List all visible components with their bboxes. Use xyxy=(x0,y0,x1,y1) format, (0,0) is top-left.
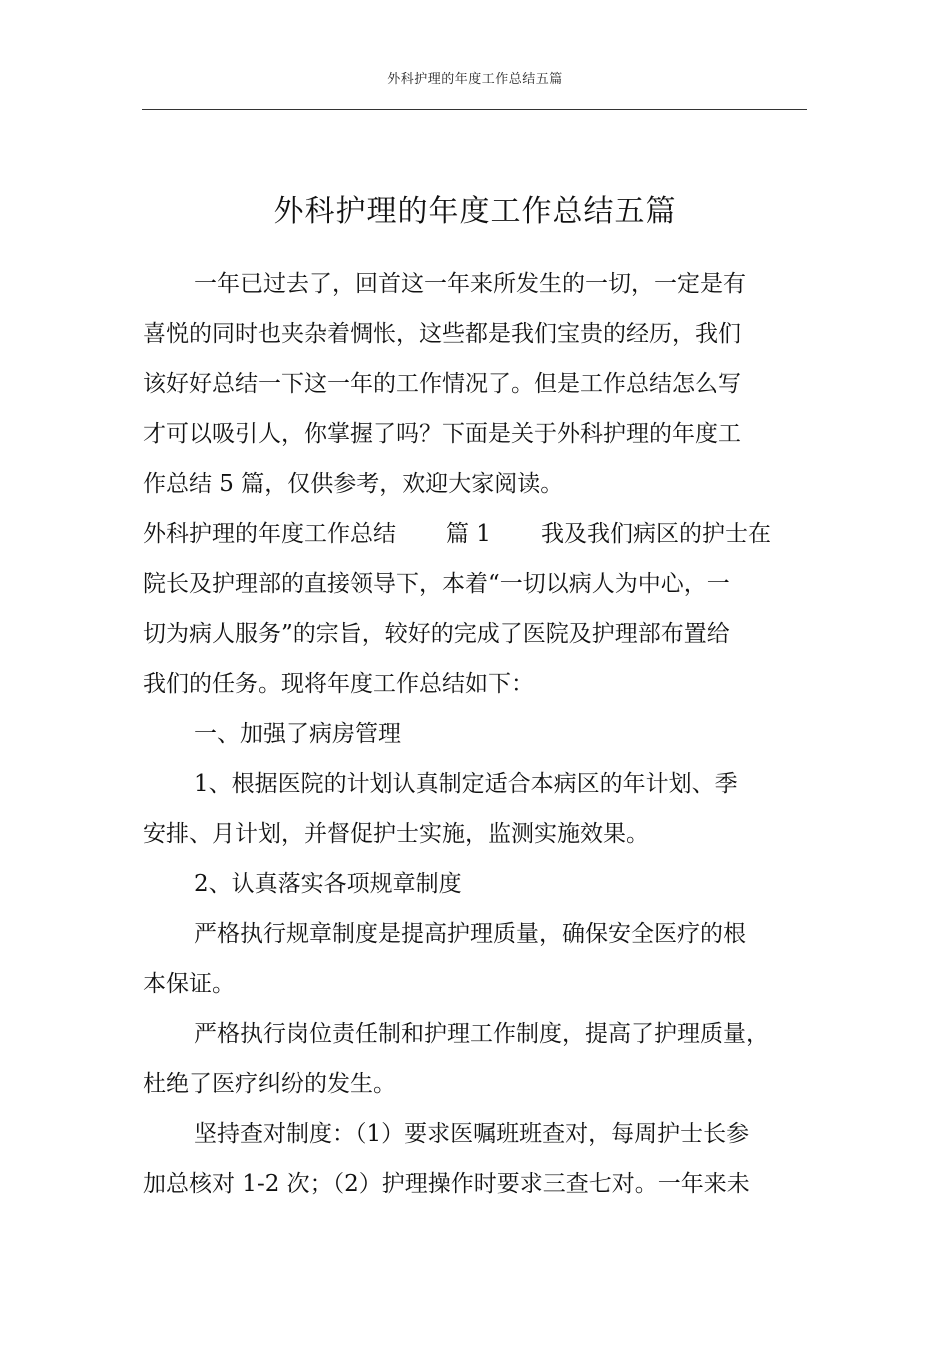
document-title: 外科护理的年度工作总结五篇 xyxy=(273,194,677,229)
section-text-start: 我及我们病区的护士在 xyxy=(540,521,771,547)
paragraph-line: 严格执行岗位责任制和护理工作制度，提高了护理质量， xyxy=(194,1021,769,1047)
paragraph-line: 该好好总结一下这一年的工作情况了。但是工作总结怎么写 xyxy=(143,371,741,397)
paragraph-line: 坚持查对制度：（1）要求医嘱班班查对，每周护士长参 xyxy=(194,1121,750,1147)
section-heading: 外科护理的年度工作总结 xyxy=(143,521,396,547)
paragraph-line: 才可以吸引人，你掌握了吗？下面是关于外科护理的年度工 xyxy=(143,421,741,447)
paragraph-line: 院长及护理部的直接领导下，本着“一切以病人为中心，一 xyxy=(143,571,730,597)
paragraph-line: 严格执行规章制度是提高护理质量，确保安全医疗的根 xyxy=(194,921,746,947)
paragraph-line: 加总核对 1-2 次；（2）护理操作时要求三查七对。一年来未 xyxy=(143,1171,750,1197)
section-heading-line xyxy=(143,519,771,549)
subheading: 一、加强了病房管理 xyxy=(194,721,401,747)
paragraph-line: 杜绝了医疗纠纷的发生。 xyxy=(143,1071,396,1097)
paragraph-line: 我们的任务。现将年度工作总结如下： xyxy=(143,671,534,697)
subheading: 2、认真落实各项规章制度 xyxy=(194,871,462,897)
paragraph-line: 一年已过去了，回首这一年来所发生的一切，一定是有 xyxy=(194,271,746,297)
paragraph-line: 切为病人服务”的宗旨，较好的完成了医院及护理部布置给 xyxy=(143,621,730,647)
running-header: 外科护理的年度工作总结五篇 xyxy=(387,72,563,87)
paragraph-line: 1、根据医院的计划认真制定适合本病区的年计划、季 xyxy=(194,771,738,797)
header-divider xyxy=(142,109,807,110)
paragraph-line: 喜悦的同时也夹杂着惆怅，这些都是我们宝贵的经历，我们 xyxy=(143,321,741,347)
paragraph-line: 安排、月计划，并督促护士实施，监测实施效果。 xyxy=(143,821,649,847)
paragraph-line: 作总结 5 篇，仅供参考，欢迎大家阅读。 xyxy=(143,471,564,497)
paragraph-line: 本保证。 xyxy=(143,971,235,997)
section-number: 篇 1 xyxy=(446,521,491,547)
